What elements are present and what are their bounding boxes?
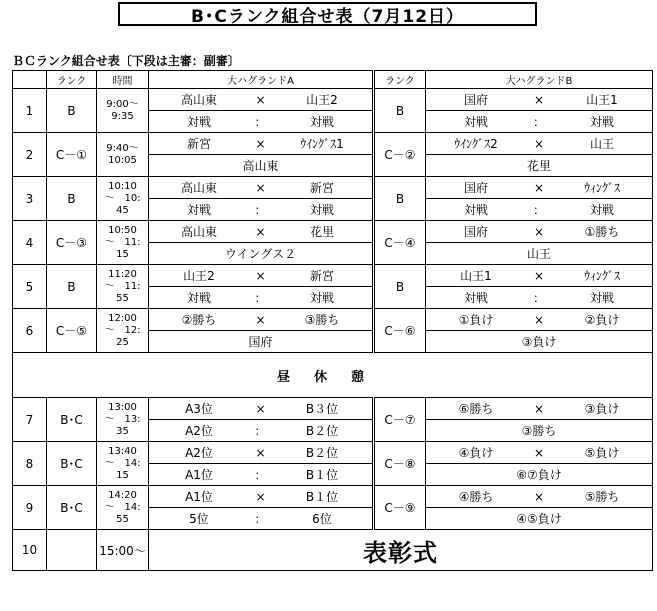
venue-b-match [426,309,653,331]
venue-a-referees [149,287,374,309]
venue-a-referee: 高山東 [149,155,374,177]
venue-a-referees-separator: ： [254,291,267,305]
table-subtitle: ＢＣランク組合せ表〔下段は主審：副審〕 [12,54,240,68]
venue-a-match-inner [149,444,372,461]
venue-a-referees-right-team: B１位 [305,468,339,482]
venue-a-match [149,221,374,243]
venue-b-referees-left-team: 対戦 [463,115,488,129]
rank-a: B [47,177,97,221]
time-line: 10:10 [108,180,137,192]
venue-b-match-inner [426,400,652,417]
venue-b-match-left-team: 国府 [463,93,488,107]
time-line: 10:50 [108,224,137,236]
venue-a-referees-left-team: A2位 [185,424,213,438]
venue-a-match-right-team: ③勝ち [304,313,340,327]
venue-b-match [426,133,653,155]
venue-a-referees [149,199,374,221]
venue-b-referees-left-team: 対戦 [463,203,488,217]
venue-b-match-inner [426,311,652,328]
rank-b: B [374,177,426,221]
venue-a-match [149,265,374,287]
venue-a-referees-left-team: 対戦 [186,115,211,129]
venue-a-referees-right-team: 対戦 [309,291,334,305]
venue-a-match-right-team: 山王2 [306,93,338,107]
schedule-table [12,70,653,571]
time-line: 11:20 [108,268,137,280]
venue-a-referees-inner [149,289,372,306]
venue-b-referee: ④⑤負け [426,508,653,530]
venue-b-referee: 山王 [426,243,653,265]
rank-a: C－③ [47,221,97,265]
match-number: 8 [13,442,47,486]
rank-b: B [374,89,426,133]
venue-a-match-right-team: 花里 [309,225,334,239]
venue-b-match-left-team: ①負け [458,313,494,327]
lunch-row [13,353,653,398]
venue-b-referees-separator: ： [532,115,545,129]
time-line: 15 [116,248,129,260]
venue-b-match-left-team: ④勝ち [458,490,494,504]
venue-a-match-inner [149,179,372,196]
venue-a-match-separator: × [255,180,266,195]
rank-b: C－② [374,133,426,177]
time-line: ～ 10: [104,192,141,204]
header-no [13,71,47,89]
match-row-top [13,133,653,155]
venue-a-match-left-team: 高山東 [180,181,217,195]
venue-b-match [426,221,653,243]
venue-a-match-separator: × [255,445,266,460]
venue-b-match-inner [426,179,652,196]
venue-b-referees-inner [426,289,652,306]
time-line: 9:00～ [106,98,139,110]
time-line: 14:20 [108,489,137,501]
venue-a-referees [149,508,374,530]
venue-a-referees-inner [149,201,372,218]
venue-a-match-inner [149,91,372,108]
venue-b-match-separator: × [533,92,545,107]
match-number: 9 [13,486,47,530]
venue-b-referees-separator: ： [532,291,545,305]
venue-b-referees-right-team: 対戦 [589,115,614,129]
rank-b: C－⑥ [374,309,426,353]
venue-a-referees-separator: ： [254,203,267,217]
venue-b-referees [426,199,653,221]
venue-a-referees-separator: ： [254,512,267,526]
venue-b-match-inner [426,488,652,505]
venue-b-match-inner [426,91,652,108]
match-row-top [13,89,653,111]
match-number: 4 [13,221,47,265]
time-line: 9:40～ [106,142,139,154]
award-row [13,530,653,571]
venue-a-match [149,89,374,111]
match-number: 3 [13,177,47,221]
venue-a-referees [149,111,374,133]
venue-b-match-separator: × [533,224,545,239]
venue-a-referees-left-team: 対戦 [186,291,211,305]
venue-b-match [426,177,653,199]
venue-a-referees [149,464,374,486]
venue-a-referees-right-team: 6位 [312,512,332,526]
venue-b-match-left-team: 山王1 [460,269,492,283]
venue-b-referees-left-team: 対戦 [463,291,488,305]
match-number: 6 [13,309,47,353]
venue-b-match-separator: × [533,401,545,416]
venue-a-match [149,398,374,420]
venue-b-match-inner [426,444,652,461]
award-time: 15:00～ [97,530,149,571]
rank-a: C－⑤ [47,309,97,353]
rank-a: C－① [47,133,97,177]
venue-b-match-left-team: ④負け [458,446,494,460]
venue-b-referees [426,287,653,309]
venue-a-match-inner [149,267,372,284]
match-row-top [13,265,653,287]
rank-a: B･C [47,398,97,442]
venue-a-match-left-team: A1位 [185,490,213,504]
match-time [97,221,149,265]
match-number: 5 [13,265,47,309]
match-time [97,309,149,353]
venue-a-match-right-team: B２位 [305,446,339,460]
match-time [97,265,149,309]
venue-a-match-separator: × [255,136,266,151]
venue-a-match [149,309,374,331]
header-venue-b: 大ハグランドB [426,71,653,89]
time-line: 55 [116,292,129,304]
time-line: 13:40 [108,445,137,457]
venue-a-match-left-team: 新宮 [186,137,211,151]
venue-a-match-inner [149,223,372,240]
venue-b-referees-inner [426,113,652,130]
venue-a-match-left-team: 高山東 [180,225,217,239]
venue-a-referees-inner [149,113,372,130]
venue-a-match [149,133,374,155]
rank-b: B [374,265,426,309]
venue-a-match-left-team: 山王2 [183,269,215,283]
venue-b-referees-inner [426,201,652,218]
venue-a-match-inner [149,400,372,417]
venue-a-match-left-team: 高山東 [180,93,217,107]
venue-a-match-separator: × [255,489,266,504]
venue-a-referees-separator: ： [254,468,267,482]
match-row-top [13,221,653,243]
match-time [97,177,149,221]
venue-b-referee: 花里 [426,155,653,177]
time-line: 15 [116,469,129,481]
venue-b-match-inner [426,135,652,152]
match-number: 2 [13,133,47,177]
venue-a-match-separator: × [255,401,266,416]
venue-b-match-left-team: 国府 [463,181,488,195]
venue-b-referees-right-team: 対戦 [589,203,614,217]
time-line: ～ 14: [104,501,141,513]
match-number: 7 [13,398,47,442]
rank-a: B･C [47,486,97,530]
time-line: ～ 12: [104,324,141,336]
header-rank-b: ランク [374,71,426,89]
time-line: 9:35 [111,110,134,122]
match-row-top [13,398,653,420]
venue-b-match-right-team: ｳｨﾝｸﾞｽ [583,269,620,283]
rank-b: C－④ [374,221,426,265]
venue-b-referees-separator: ： [532,203,545,217]
venue-a-match-right-team: ｳｲﾝｸﾞｽ1 [300,137,344,151]
venue-a-referees-right-team: 対戦 [309,115,334,129]
rank-a: B･C [47,442,97,486]
venue-a-match-left-team: A3位 [185,402,213,416]
venue-a-referee: 国府 [149,331,374,353]
award-rank [47,530,97,571]
venue-b-match [426,398,653,420]
venue-a-match-separator: × [255,312,266,327]
time-line: 25 [116,336,129,348]
venue-a-referees-left-team: 対戦 [186,203,211,217]
match-row-top [13,309,653,331]
lunch-break: 昼休憩 [13,353,653,398]
venue-a-referees-separator: ： [254,115,267,129]
match-row-top [13,486,653,508]
venue-b-match-inner [426,223,652,240]
venue-b-match-separator: × [533,312,545,327]
header-time: 時間 [97,71,149,89]
venue-b-match-left-team: ｳｲﾝｸﾞｽ2 [454,137,498,151]
venue-a-referees-separator: ： [254,424,267,438]
venue-a-match [149,486,374,508]
venue-b-match-left-team: 国府 [463,225,488,239]
venue-b-match [426,265,653,287]
match-time [97,486,149,530]
match-time [97,133,149,177]
venue-b-referees [426,111,653,133]
venue-b-match-right-team: 山王1 [586,93,618,107]
venue-b-referee: ③勝ち [426,420,653,442]
rank-b: C－⑦ [374,398,426,442]
award-ceremony: 表彰式 [149,530,653,571]
venue-a-match-inner [149,311,372,328]
match-row-top [13,442,653,464]
match-time [97,398,149,442]
rank-a: B [47,265,97,309]
venue-a-referees-right-team: 対戦 [309,203,334,217]
venue-a-referees-inner [149,422,372,439]
venue-a-match-separator: × [255,268,266,283]
header-row [13,71,653,89]
venue-a-match-separator: × [255,224,266,239]
header-rank-a: ランク [47,71,97,89]
time-line: 45 [116,204,129,216]
venue-a-referee: ウイングス２ [149,243,374,265]
venue-b-match-right-team: ⑤勝ち [584,490,620,504]
time-line: ～ 11: [104,280,141,292]
venue-b-referee: ⑥⑦負け [426,464,653,486]
venue-b-match-separator: × [533,136,545,151]
venue-a-referees [149,420,374,442]
venue-a-match [149,442,374,464]
venue-a-referees-right-team: B２位 [305,424,339,438]
venue-a-referees-inner [149,466,372,483]
venue-b-match-right-team: 山王 [589,137,614,151]
schedule-body [13,71,653,571]
venue-a-match-left-team: ②勝ち [181,313,217,327]
venue-a-match-right-team: 新宮 [309,181,334,195]
venue-a-referees-inner [149,510,372,527]
venue-a-match-inner [149,488,372,505]
venue-b-match [426,89,653,111]
venue-a-match-right-team: 新宮 [309,269,334,283]
venue-b-match-separator: × [533,489,545,504]
time-line: 55 [116,513,129,525]
venue-b-match [426,486,653,508]
venue-b-match-right-team: ①勝ち [584,225,620,239]
venue-b-referee: ③負け [426,331,653,353]
venue-a-match-separator: × [255,92,266,107]
venue-b-match-separator: × [533,268,545,283]
venue-b-match-right-team: ②負け [584,313,620,327]
venue-b-match-right-team: ｳｨﾝｸﾞｽ [583,181,620,195]
time-line: ～ 13: [104,413,141,425]
rank-b: C－⑧ [374,442,426,486]
venue-b-match-right-team: ⑤負け [584,446,620,460]
time-line: 10:05 [108,154,137,166]
venue-b-match-separator: × [533,445,545,460]
venue-a-match-inner [149,135,372,152]
venue-b-match-right-team: ③負け [584,402,620,416]
time-line: ～ 11: [104,236,141,248]
match-row-top [13,177,653,199]
header-venue-a: 大ハグランドA [149,71,374,89]
venue-b-match-inner [426,267,652,284]
award-number: 10 [13,530,47,571]
match-time [97,89,149,133]
match-time [97,442,149,486]
time-line: 35 [116,425,129,437]
venue-a-match-right-team: B３位 [305,402,339,416]
time-line: 12:00 [108,312,137,324]
venue-b-match [426,442,653,464]
venue-a-match-right-team: B１位 [305,490,339,504]
rank-a: B [47,89,97,133]
time-line: ～ 14: [104,457,141,469]
venue-b-referees-right-team: 対戦 [589,291,614,305]
venue-a-referees-left-team: A1位 [185,468,213,482]
venue-a-match [149,177,374,199]
time-line: 13:00 [108,401,137,413]
page-title: B･Cランク組合せ表（7月12日） [118,2,537,26]
venue-a-referees-left-team: 5位 [189,512,209,526]
venue-b-match-left-team: ⑥勝ち [458,402,494,416]
venue-b-match-separator: × [533,180,545,195]
venue-a-match-left-team: A2位 [185,446,213,460]
rank-b: C－⑨ [374,486,426,530]
match-number: 1 [13,89,47,133]
